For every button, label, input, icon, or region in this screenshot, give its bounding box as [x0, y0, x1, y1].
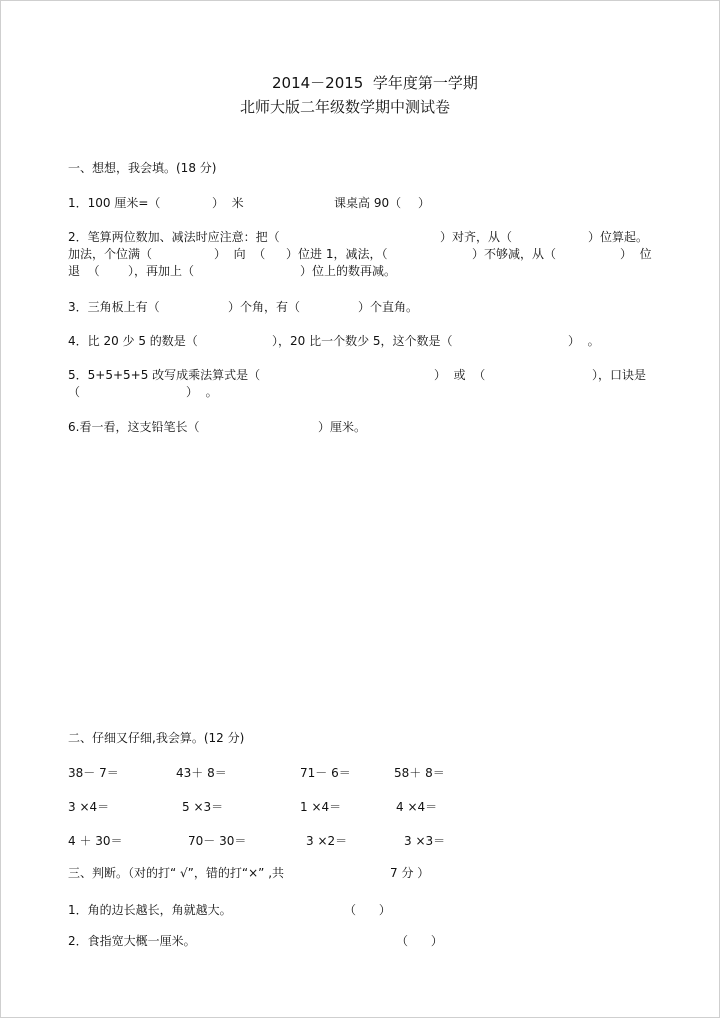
q4-part-a: 4．比 20 少 5 的数是（	[68, 334, 198, 348]
calc-item: 3 ×4＝	[68, 800, 110, 814]
q1-part-c: 课桌高 90（	[334, 196, 402, 210]
calc-item: 3 ×2＝	[306, 834, 348, 848]
calc-item: 3 ×3＝	[404, 834, 446, 848]
q3-part-b: ）个角，有（	[228, 300, 301, 314]
q5-line2-b: ） 。	[186, 385, 218, 399]
q6-part-a: 6.看一看，这支铅笔长（	[68, 420, 200, 434]
judge-q2-text: 2．食指宽大概一厘米。	[68, 934, 196, 948]
calc-item: 1 ×4＝	[300, 800, 342, 814]
q2-line1-b: ）对齐，从（	[440, 230, 513, 244]
calc-item: 4 ×4＝	[396, 800, 438, 814]
q5-line1-a: 5．5+5+5+5 改写成乘法算式是（	[68, 368, 261, 382]
q2-line3-c: ）位上的数再减。	[300, 264, 397, 278]
section2-heading: 二、仔细又仔细,我会算。(12 分)	[68, 731, 245, 745]
calc-item: 4 ＋ 30＝	[68, 834, 123, 848]
title-line-1: 2014－2015 学年度第一学期	[272, 74, 478, 92]
section3-heading-b: 7 分 ）	[390, 866, 430, 880]
q2-line1-a: 2．笔算两位数加、减法时应注意：把（	[68, 230, 280, 244]
q2-line2-a: 加法，个位满（	[68, 247, 153, 261]
q2-line2-e: ） 位	[620, 247, 652, 261]
q1-part-a: 1．100 厘米=（	[68, 196, 161, 210]
q2-line2-c: ）位进 1，减法，（	[286, 247, 388, 261]
calc-item: 71－ 6＝	[300, 766, 351, 780]
title-line-2: 北师大版二年级数学期中测试卷	[240, 98, 451, 116]
calc-item: 70－ 30＝	[188, 834, 247, 848]
calc-item: 38－ 7＝	[68, 766, 119, 780]
q3-part-a: 3．三角板上有（	[68, 300, 160, 314]
calc-item: 5 ×3＝	[182, 800, 224, 814]
q5-line1-b: ） 或 （	[434, 368, 486, 382]
q4-part-b: ），20 比一个数少 5，这个数是（	[272, 334, 453, 348]
q2-line1-c: ）位算起。	[588, 230, 649, 244]
q1-part-d: ）	[418, 196, 431, 210]
q5-line2-a: （	[68, 385, 81, 399]
q2-line2-d: ）不够减，从（	[472, 247, 557, 261]
q2-line3-a: 退 （	[68, 264, 100, 278]
judge-q1-answer-bracket: （ ）	[344, 903, 391, 917]
calc-item: 43＋ 8＝	[176, 766, 227, 780]
q6-part-b: ）厘米。	[318, 420, 367, 434]
judge-q1-text: 1．角的边长越长，角就越大。	[68, 903, 232, 917]
q4-part-c: ） 。	[568, 334, 600, 348]
judge-q2-answer-bracket: （ ）	[396, 934, 443, 948]
q2-line2-b: ） 向 （	[214, 247, 266, 261]
calc-item: 58＋ 8＝	[394, 766, 445, 780]
q2-line3-b: ），再加上（	[128, 264, 195, 278]
q5-line1-c: ），口诀是	[592, 368, 647, 382]
section3-heading-a: 三、判断。（对的打“ √”，错的打“×” ,共	[68, 866, 285, 880]
q1-part-b: ） 米	[212, 196, 244, 210]
q3-part-c: ）个直角。	[358, 300, 419, 314]
section1-heading: 一、想想，我会填。(18 分)	[68, 161, 217, 175]
